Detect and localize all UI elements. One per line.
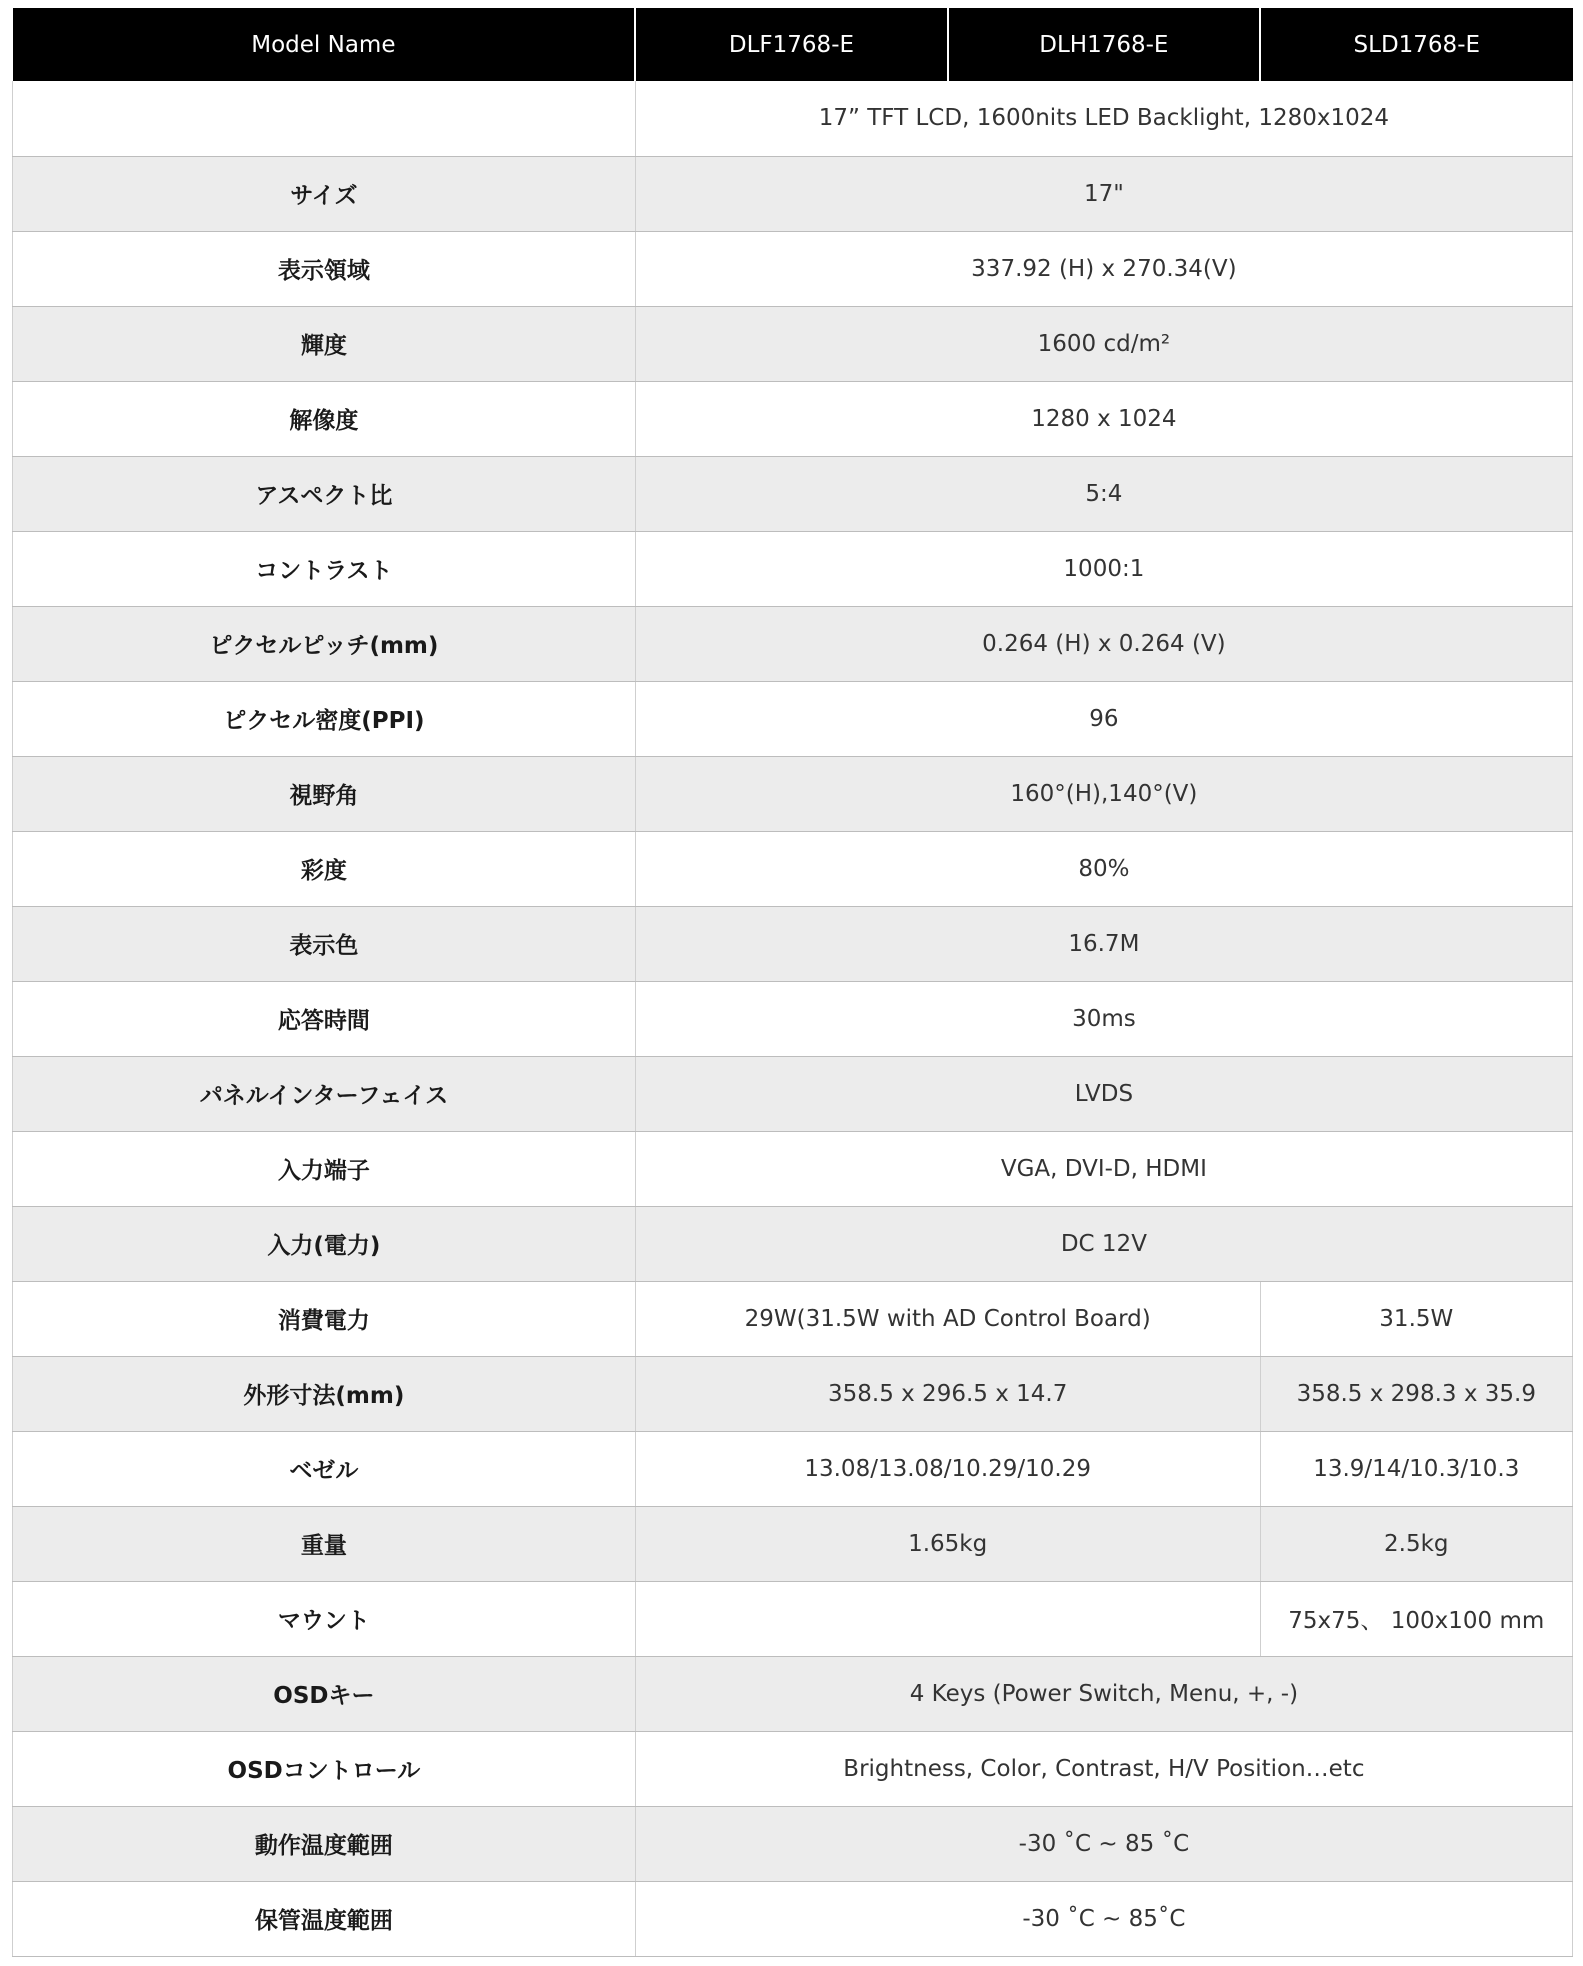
spec-value-sld: 75x75、 100x100 mm [1260,1581,1572,1656]
spec-label: サイズ [13,156,636,231]
spec-row [13,156,1573,231]
spec-label: パネルインターフェイス [13,1056,636,1131]
spec-row [13,1881,1573,1956]
spec-table-container [12,8,1573,1957]
spec-value: -30 ˚C ~ 85 ˚C [635,1806,1572,1881]
spec-value: 160°(H),140°(V) [635,756,1572,831]
spec-value: 4 Keys (Power Switch, Menu, +, -) [635,1656,1572,1731]
spec-row [13,1206,1573,1281]
spec-value-dlf-dlh [635,1581,1260,1656]
spec-label: ベゼル [13,1431,636,1506]
spec-label: 輝度 [13,306,636,381]
spec-label: 表示領域 [13,231,636,306]
spec-value: VGA, DVI-D, HDMI [635,1131,1572,1206]
spec-row [13,231,1573,306]
spec-value-sld: 2.5kg [1260,1506,1572,1581]
spec-row [13,1656,1573,1731]
spec-row [13,1281,1573,1356]
spec-label: コントラスト [13,531,636,606]
header-row [13,8,1573,81]
spec-label: OSDキー [13,1656,636,1731]
spec-row [13,1581,1573,1656]
spec-value: 5:4 [635,456,1572,531]
spec-row [13,831,1573,906]
spec-row [13,1806,1573,1881]
spec-value: 0.264 (H) x 0.264 (V) [635,606,1572,681]
spec-row [13,381,1573,456]
spec-row [13,81,1573,156]
spec-value-sld: 31.5W [1260,1281,1572,1356]
spec-label: 表示色 [13,906,636,981]
spec-label: 視野角 [13,756,636,831]
spec-row [13,1731,1573,1806]
spec-label: アスペクト比 [13,456,636,531]
spec-value-sld: 358.5 x 298.3 x 35.9 [1260,1356,1572,1431]
spec-row [13,1356,1573,1431]
header-model-dlh1768e: DLH1768-E [948,8,1260,81]
header-model-sld1768e: SLD1768-E [1260,8,1572,81]
spec-label: 入力(電力) [13,1206,636,1281]
spec-value-dlf-dlh: 29W(31.5W with AD Control Board) [635,1281,1260,1356]
spec-label: 彩度 [13,831,636,906]
spec-table-header [13,8,1573,81]
spec-value-dlf-dlh: 13.08/13.08/10.29/10.29 [635,1431,1260,1506]
spec-value: 16.7M [635,906,1572,981]
spec-value: 30ms [635,981,1572,1056]
header-model-name: Model Name [13,8,636,81]
spec-label: 外形寸法(mm) [13,1356,636,1431]
spec-value: 1000:1 [635,531,1572,606]
spec-value: Brightness, Color, Contrast, H/V Position…etc [635,1731,1572,1806]
spec-value: 1600 cd/m² [635,306,1572,381]
spec-label: 解像度 [13,381,636,456]
spec-row [13,1056,1573,1131]
spec-row [13,1431,1573,1506]
spec-label: 入力端子 [13,1131,636,1206]
spec-table-body [13,81,1573,1956]
spec-row [13,681,1573,756]
spec-label: 動作温度範囲 [13,1806,636,1881]
spec-value: 1280 x 1024 [635,381,1572,456]
spec-value-dlf-dlh: 358.5 x 296.5 x 14.7 [635,1356,1260,1431]
spec-value: DC 12V [635,1206,1572,1281]
spec-row [13,1506,1573,1581]
spec-value: 17” TFT LCD, 1600nits LED Backlight, 1280x1024 [635,81,1572,156]
spec-row [13,531,1573,606]
spec-label: 消費電力 [13,1281,636,1356]
spec-row [13,306,1573,381]
spec-label: 重量 [13,1506,636,1581]
spec-value-dlf-dlh: 1.65kg [635,1506,1260,1581]
spec-value: 337.92 (H) x 270.34(V) [635,231,1572,306]
spec-value-sld: 13.9/14/10.3/10.3 [1260,1431,1572,1506]
spec-value: -30 ˚C ~ 85˚C [635,1881,1572,1956]
spec-label: OSDコントロール [13,1731,636,1806]
spec-table [12,8,1573,1957]
spec-row [13,756,1573,831]
spec-value: 80% [635,831,1572,906]
header-model-dlf1768e: DLF1768-E [635,8,947,81]
spec-label [13,81,636,156]
spec-label: 保管温度範囲 [13,1881,636,1956]
spec-label: 応答時間 [13,981,636,1056]
spec-label: マウント [13,1581,636,1656]
spec-row [13,456,1573,531]
spec-row [13,906,1573,981]
spec-row [13,981,1573,1056]
spec-value: 17" [635,156,1572,231]
spec-row [13,606,1573,681]
spec-label: ピクセルピッチ(mm) [13,606,636,681]
spec-value: 96 [635,681,1572,756]
spec-row [13,1131,1573,1206]
spec-label: ピクセル密度(PPI) [13,681,636,756]
spec-value: LVDS [635,1056,1572,1131]
